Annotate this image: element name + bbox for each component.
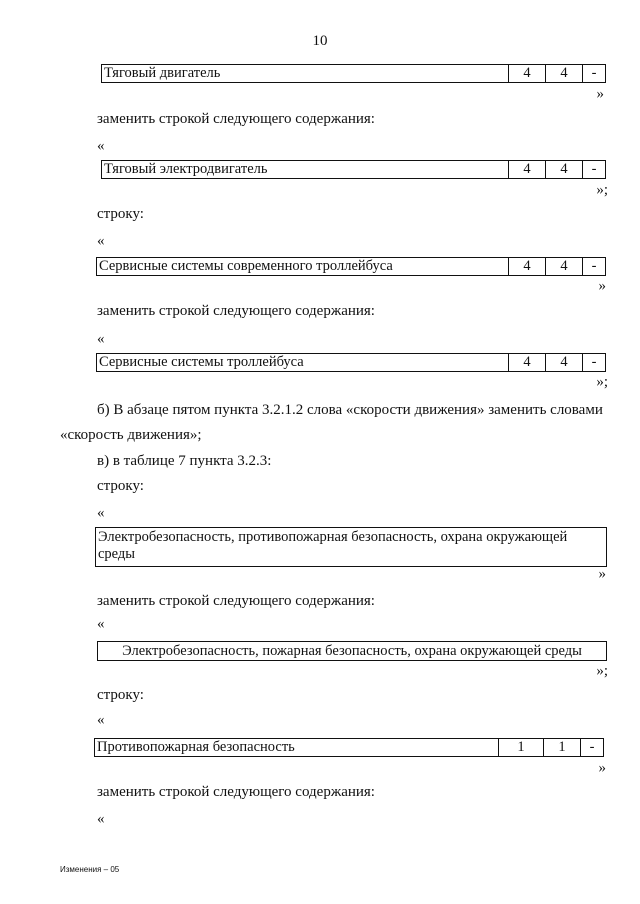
table-row	[101, 64, 606, 83]
row-name: Сервисные системы современного троллейбуса	[99, 258, 393, 274]
row-value-3: -	[582, 65, 605, 82]
open-quote: «	[97, 233, 105, 249]
row-value-3: -	[580, 739, 603, 756]
row-value-2: 4	[545, 161, 582, 178]
row-value-1: 1	[498, 739, 543, 756]
instruction-text: заменить строкой следующего содержания:	[97, 111, 375, 127]
row-name: Тяговый двигатель	[104, 65, 221, 81]
row-name: Сервисные системы троллейбуса	[99, 354, 304, 370]
table-row-wide	[97, 641, 607, 661]
close-quote: »;	[596, 374, 608, 390]
close-quote: »;	[596, 663, 608, 679]
close-quote: »	[596, 86, 604, 102]
row-value-2: 4	[545, 354, 582, 371]
row-name: Тяговый электродвигатель	[104, 161, 268, 177]
row-value-1: 4	[508, 65, 545, 82]
instruction-text: заменить строкой следующего содержания:	[97, 593, 375, 609]
row-value-3: -	[582, 354, 605, 371]
open-quote: «	[97, 811, 105, 827]
table-row	[96, 257, 606, 276]
open-quote: «	[97, 616, 105, 632]
close-quote: »	[598, 566, 606, 582]
table-row	[101, 160, 606, 179]
row-text: Электробезопасность, противопожарная безопасность, охрана окружающей среды	[98, 529, 568, 562]
open-quote: «	[97, 331, 105, 347]
instruction-text: строку:	[97, 687, 144, 703]
row-value-3: -	[582, 258, 605, 275]
paragraph-v: в) в таблице 7 пункта 3.2.3:	[97, 453, 272, 469]
footer-note: Изменения – 05	[60, 865, 120, 874]
instruction-text: строку:	[97, 206, 144, 222]
close-quote: »;	[596, 182, 608, 198]
row-value-1: 4	[508, 258, 545, 275]
row-value-2: 1	[543, 739, 580, 756]
row-value-2: 4	[545, 258, 582, 275]
close-quote: »	[598, 278, 606, 294]
close-quote: »	[598, 760, 606, 776]
table-row	[96, 353, 606, 372]
paragraph-b-line-1: б) В абзаце пятом пункта 3.2.1.2 слова «скорости движения» заменить словами	[97, 402, 603, 418]
open-quote: «	[97, 138, 105, 154]
row-text: Электробезопасность, пожарная безопасность, охрана окружающей среды	[122, 643, 582, 659]
row-name: Противопожарная безопасность	[97, 739, 295, 755]
page-number: 10	[312, 33, 328, 49]
row-value-1: 4	[508, 161, 545, 178]
table-row	[94, 738, 604, 757]
row-value-1: 4	[508, 354, 545, 371]
open-quote: «	[97, 505, 105, 521]
instruction-text: строку:	[97, 478, 144, 494]
instruction-text: заменить строкой следующего содержания:	[97, 784, 375, 800]
open-quote: «	[97, 712, 105, 728]
row-value-3: -	[582, 161, 605, 178]
row-value-2: 4	[545, 65, 582, 82]
instruction-text: заменить строкой следующего содержания:	[97, 303, 375, 319]
paragraph-b-line-2: «скорость движения»;	[60, 427, 202, 443]
table-row-wide	[95, 527, 607, 567]
